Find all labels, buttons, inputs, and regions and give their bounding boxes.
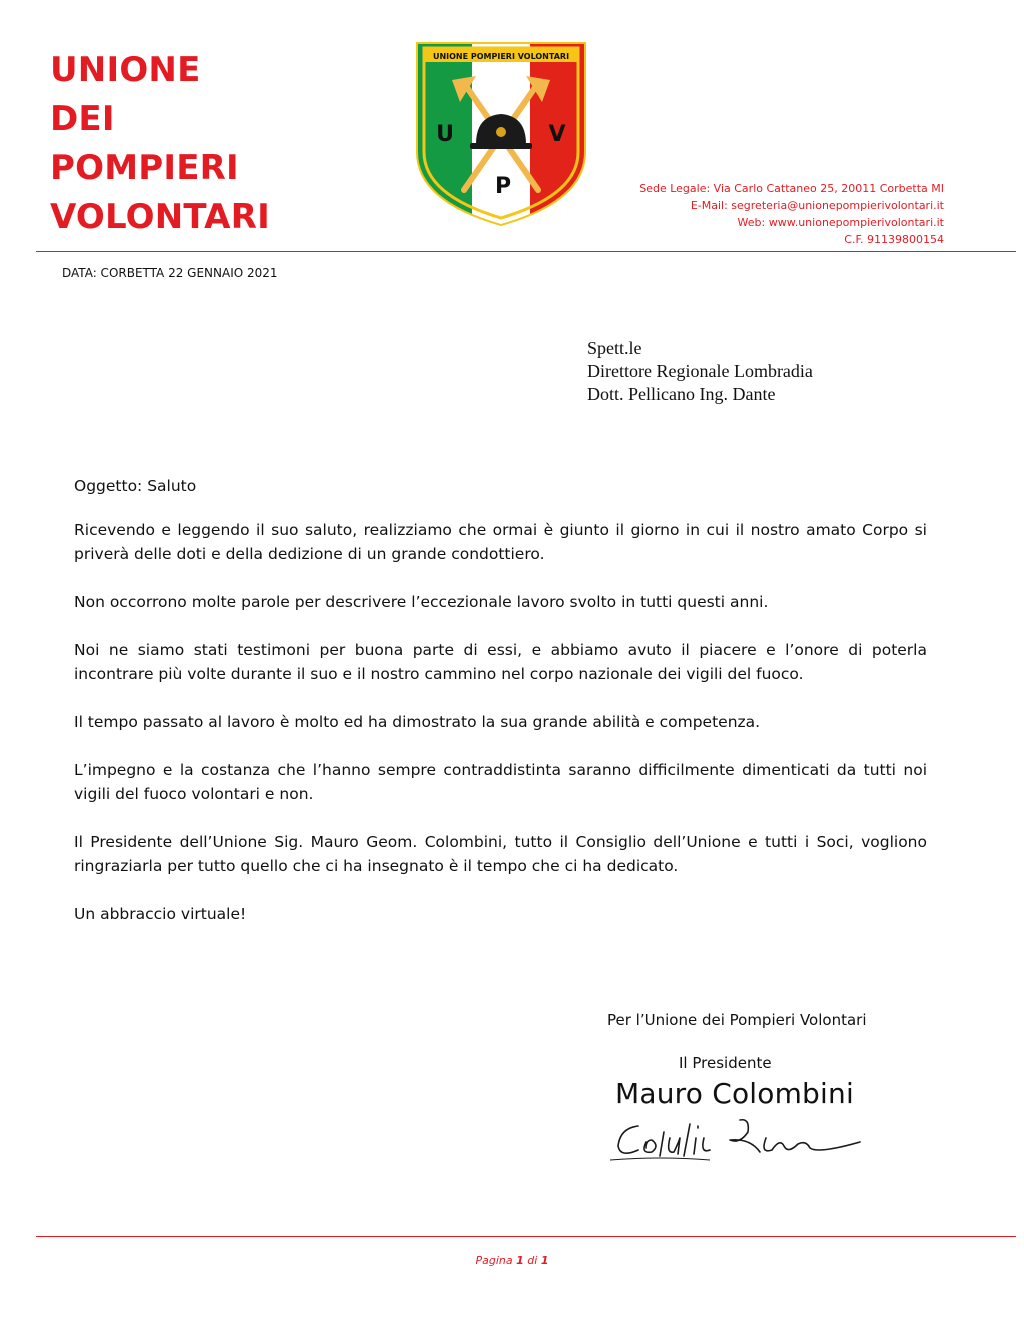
logo-letter-v: V bbox=[548, 122, 566, 147]
logo-letter-p: P bbox=[494, 174, 512, 199]
org-name-line: UNIONE bbox=[50, 50, 201, 90]
header-divider bbox=[36, 251, 1016, 252]
org-name-line: POMPIERI bbox=[50, 148, 239, 188]
organization-name bbox=[50, 46, 270, 242]
upv-shield-logo bbox=[414, 40, 588, 226]
legal-info bbox=[639, 180, 944, 248]
legal-address: Sede Legale: Via Carlo Cattaneo 25, 20011 Corbetta MI bbox=[639, 182, 944, 195]
body-paragraph: Noi ne siamo stati testimoni per buona parte di essi, e abbiamo avuto il piacere e l’onore di poterla incontrare più volte durante il suo e il nostro cammino nel corpo nazionale dei vigili del fuoco. bbox=[74, 641, 927, 683]
footer-divider bbox=[36, 1236, 1016, 1237]
recipient-line: Spett.le bbox=[587, 338, 642, 358]
signature-organization: Per l’Unione dei Pompieri Volontari bbox=[607, 1011, 867, 1029]
legal-tax-code: C.F. 91139800154 bbox=[844, 233, 944, 246]
body-paragraph: Il Presidente dell’Unione Sig. Mauro Geom. Colombini, tutto il Consiglio dell’Unione e tutti i Soci, vogliono ringraziarla per tutto quello che ci ha insegnato è il tempo che ci ha dedicato. bbox=[74, 833, 927, 875]
body-paragraph: Un abbraccio virtuale! bbox=[74, 905, 247, 923]
recipient-block bbox=[587, 337, 813, 406]
logo-banner-text: UNIONE POMPIERI VOLONTARI bbox=[432, 52, 570, 61]
body-paragraph: Ricevendo e leggendo il suo saluto, realizziamo che ormai è giunto il giorno in cui il nostro amato Corpo si priverà delle doti e della dedizione di un grande condottiero. bbox=[74, 521, 927, 563]
signature-name: Mauro Colombini bbox=[615, 1077, 854, 1110]
current-page: 1 bbox=[516, 1254, 524, 1267]
body-paragraph: Il tempo passato al lavoro è molto ed ha dimostrato la sua grande abilità e competenza. bbox=[74, 713, 761, 731]
page-label: Pagina bbox=[475, 1254, 513, 1267]
page-number bbox=[0, 1254, 1024, 1267]
body-paragraph: Non occorrono molte parole per descrivere l’eccezionale lavoro svolto in tutti questi anni. bbox=[74, 593, 769, 611]
handwritten-signature bbox=[600, 1098, 870, 1168]
logo-letter-u: U bbox=[436, 122, 454, 147]
body-paragraph: L’impegno e la costanza che l’hanno sempre contraddistinta saranno difficilmente dimenticati da tutti noi vigili del fuoco volontari e non. bbox=[74, 761, 927, 803]
signature-title: Il Presidente bbox=[679, 1054, 772, 1072]
total-pages: 1 bbox=[540, 1254, 549, 1267]
recipient-line: Dott. Pellicano Ing. Dante bbox=[587, 384, 776, 404]
letter-subject: Oggetto: Saluto bbox=[74, 477, 197, 495]
page-of-label: di bbox=[527, 1254, 538, 1267]
org-name-line: DEI bbox=[50, 99, 115, 139]
recipient-line: Direttore Regionale Lombradia bbox=[587, 361, 813, 381]
legal-web: Web: www.unionepompierivolontari.it bbox=[737, 216, 944, 229]
letter-body bbox=[74, 474, 927, 950]
legal-email: E-Mail: segreteria@unionepompierivolontari.it bbox=[690, 199, 944, 212]
org-name-line: VOLONTARI bbox=[50, 197, 270, 237]
letter-date: DATA: CORBETTA 22 GENNAIO 2021 bbox=[62, 266, 278, 280]
